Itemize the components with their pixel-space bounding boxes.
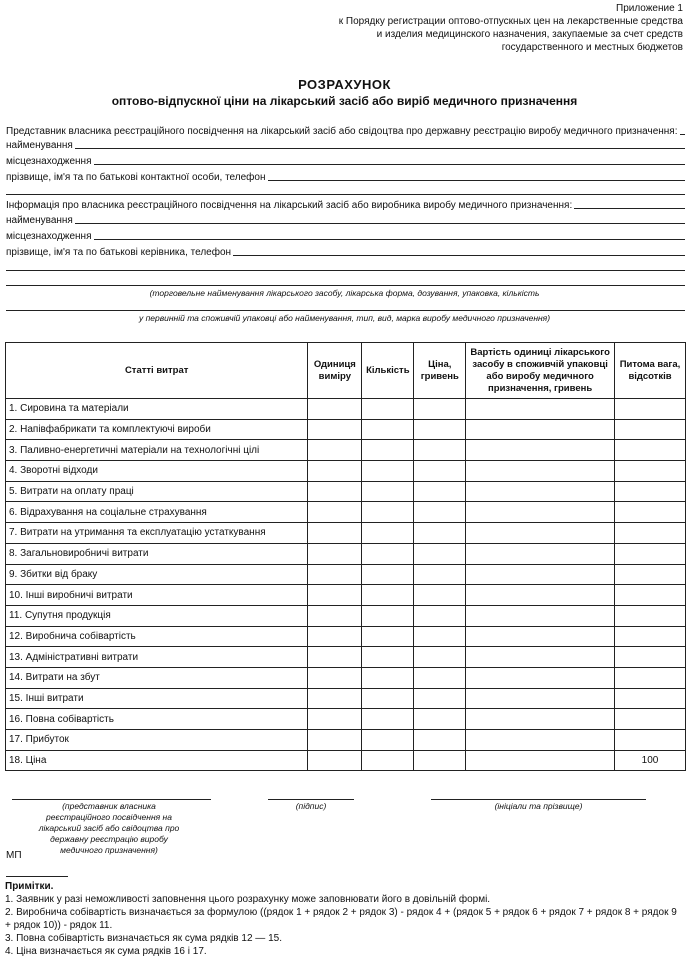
- unit-cell[interactable]: [308, 709, 362, 730]
- table-header-row: [6, 343, 686, 399]
- quantity-cell[interactable]: [362, 750, 414, 771]
- price-cell[interactable]: [414, 750, 466, 771]
- unit-cost-cell[interactable]: [466, 605, 615, 626]
- header-unit: Одиниця виміру: [308, 343, 362, 399]
- cost-item-label: 5. Витрати на оплату праці: [6, 481, 308, 502]
- unit-cell[interactable]: [308, 647, 362, 668]
- price-cell[interactable]: [414, 399, 466, 420]
- price-cell[interactable]: [414, 564, 466, 585]
- section2-name-row[interactable]: [6, 213, 685, 226]
- share-cell[interactable]: [615, 626, 686, 647]
- share-cell[interactable]: [615, 440, 686, 461]
- unit-cell[interactable]: [308, 440, 362, 461]
- unit-cost-cell[interactable]: [466, 709, 615, 730]
- unit-cost-cell[interactable]: [466, 523, 615, 544]
- share-cell[interactable]: [615, 543, 686, 564]
- unit-cost-cell[interactable]: [466, 647, 615, 668]
- section2-location-label: місцезнаходження: [6, 231, 92, 242]
- cost-item-label: 4. Зворотні відходи: [6, 461, 308, 482]
- price-cell[interactable]: [414, 730, 466, 751]
- quantity-cell[interactable]: [362, 523, 414, 544]
- table-row: [6, 605, 686, 626]
- cost-item-label: 14. Витрати на збут: [6, 667, 308, 688]
- share-cell[interactable]: [615, 730, 686, 751]
- cost-table: [5, 342, 686, 771]
- share-cell[interactable]: [615, 647, 686, 668]
- table-row: [6, 502, 686, 523]
- quantity-cell[interactable]: [362, 399, 414, 420]
- cost-item-label: 13. Адміністративні витрати: [6, 647, 308, 668]
- unit-cost-cell[interactable]: [466, 730, 615, 751]
- appendix-line-2: к Порядку регистрации оптово-отпускных цен на лекарственные средства: [338, 16, 683, 27]
- unit-cell[interactable]: [308, 564, 362, 585]
- share-cell[interactable]: [615, 481, 686, 502]
- cost-item-label: 11. Супутня продукція: [6, 605, 308, 626]
- unit-cost-cell[interactable]: [466, 750, 615, 771]
- price-cell[interactable]: [414, 440, 466, 461]
- unit-cell[interactable]: [308, 399, 362, 420]
- price-cell[interactable]: [414, 461, 466, 482]
- initials-caption: (ініціали та прізвище): [494, 801, 583, 811]
- price-cell[interactable]: [414, 585, 466, 606]
- price-cell[interactable]: [414, 647, 466, 668]
- section2-name-field[interactable]: [75, 213, 685, 224]
- price-cell[interactable]: [414, 667, 466, 688]
- unit-cell[interactable]: [308, 523, 362, 544]
- table-row: [6, 647, 686, 668]
- quantity-cell[interactable]: [362, 688, 414, 709]
- notes-title: Примітки.: [5, 881, 54, 892]
- quantity-cell[interactable]: [362, 647, 414, 668]
- cost-item-label: 1. Сировина та матеріали: [6, 399, 308, 420]
- note-item: 1. Заявник у разі неможливості заповнення цього розрахунку може заповнювати його в довільній формі.: [5, 894, 491, 905]
- appendix-line-3: и изделия медицинского назначения, закупаемые за счет средств: [376, 29, 683, 40]
- section2-extra-line[interactable]: [6, 270, 685, 271]
- table-row: [6, 730, 686, 751]
- quantity-cell[interactable]: [362, 564, 414, 585]
- price-cell[interactable]: [414, 543, 466, 564]
- cost-item-label: 9. Збитки від браку: [6, 564, 308, 585]
- notes-separator: [6, 876, 68, 877]
- table-row: [6, 399, 686, 420]
- appendix-note: [339, 2, 683, 54]
- product-package-caption: у первинній та споживчій упаковці або найменування, тип, вид, марка виробу медичного призначення): [138, 313, 551, 323]
- signature-line[interactable]: [268, 799, 354, 800]
- share-cell[interactable]: [615, 605, 686, 626]
- table-row: [6, 481, 686, 502]
- cost-item-label: 3. Паливно-енергетичні матеріали на технологічні цілі: [6, 440, 308, 461]
- section1-name-field[interactable]: [75, 138, 685, 149]
- quantity-cell[interactable]: [362, 626, 414, 647]
- product-name-caption: (торговельне найменування лікарського засобу, лікарська форма, дозування, упаковка, кількість: [149, 288, 540, 298]
- unit-cell[interactable]: [308, 750, 362, 771]
- cost-item-label: 15. Інші витрати: [6, 688, 308, 709]
- product-package-line[interactable]: [6, 310, 685, 311]
- quantity-cell[interactable]: [362, 481, 414, 502]
- unit-cost-cell[interactable]: [466, 461, 615, 482]
- section2-location-field[interactable]: [94, 229, 686, 240]
- table-row: [6, 688, 686, 709]
- price-cell[interactable]: [414, 605, 466, 626]
- price-cell[interactable]: [414, 626, 466, 647]
- price-cell[interactable]: [414, 419, 466, 440]
- table-row: [6, 585, 686, 606]
- section2-heading-row[interactable]: [6, 198, 685, 211]
- header-cost-items: Статті витрат: [6, 343, 308, 399]
- share-cell[interactable]: [615, 667, 686, 688]
- share-cell[interactable]: [615, 523, 686, 544]
- table-row: [6, 543, 686, 564]
- section1-contact-field[interactable]: [268, 170, 686, 181]
- unit-cell[interactable]: [308, 543, 362, 564]
- unit-cell[interactable]: [308, 481, 362, 502]
- unit-cell[interactable]: [308, 461, 362, 482]
- unit-cost-cell[interactable]: [466, 543, 615, 564]
- product-name-line[interactable]: [6, 285, 685, 286]
- table-row: [6, 461, 686, 482]
- quantity-cell[interactable]: [362, 585, 414, 606]
- document-title: РОЗРАХУНОК: [298, 77, 391, 92]
- share-cell[interactable]: [615, 461, 686, 482]
- unit-cost-cell[interactable]: [466, 399, 615, 420]
- price-cell[interactable]: [414, 502, 466, 523]
- unit-cost-cell[interactable]: [466, 688, 615, 709]
- unit-cell[interactable]: [308, 667, 362, 688]
- price-cell[interactable]: [414, 709, 466, 730]
- share-cell[interactable]: [615, 709, 686, 730]
- note-item: 4. Ціна визначається як сума рядків 16 і 17.: [5, 946, 207, 957]
- table-row: [6, 564, 686, 585]
- table-row: [6, 419, 686, 440]
- unit-cell[interactable]: [308, 626, 362, 647]
- cost-table-body: [6, 399, 686, 771]
- quantity-cell[interactable]: [362, 730, 414, 751]
- share-cell[interactable]: [615, 419, 686, 440]
- cost-item-label: 6. Відрахування на соціальне страхування: [6, 502, 308, 523]
- section1-heading-row[interactable]: [6, 124, 685, 137]
- unit-cell[interactable]: [308, 730, 362, 751]
- unit-cell[interactable]: [308, 605, 362, 626]
- section1-location-field[interactable]: [94, 154, 686, 165]
- initials-line[interactable]: [431, 799, 646, 800]
- header-share: Питома вага, відсотків: [615, 343, 686, 399]
- unit-cost-cell[interactable]: [466, 585, 615, 606]
- cost-item-label: 8. Загальновиробничі витрати: [6, 543, 308, 564]
- section2-heading-field[interactable]: [574, 198, 685, 209]
- section1-heading: Представник власника реєстраційного посвідчення на лікарський засіб або свідоцтва про державну реєстрацію виробу медичного призначення:: [6, 126, 678, 137]
- unit-cost-cell[interactable]: [466, 667, 615, 688]
- notes-section: [5, 880, 685, 958]
- note-item: 2. Виробнича собівартість визначається за формулою ((рядок 1 + рядок 2 + рядок 3) - рядок 4 + (рядок 5 + рядок 6 + рядок 7 + рядок 8 + рядок 9 + рядок 10)) - рядок 11.: [5, 907, 677, 931]
- signature-caption: (підпис): [295, 801, 327, 811]
- representative-caption: (представник власника реєстраційного посвідчення на лікарський засіб або свідоцтва про державну реєстрацію виробу медичного призначення): [38, 801, 180, 855]
- price-cell[interactable]: [414, 523, 466, 544]
- share-cell[interactable]: [615, 688, 686, 709]
- quantity-cell[interactable]: [362, 502, 414, 523]
- section2-heading: Інформація про власника реєстраційного посвідчення на лікарський засіб або виробника виробу медичного призначення:: [6, 200, 573, 211]
- section1-location-label: місцезнаходження: [6, 156, 92, 167]
- header-unit-cost: Вартість одиниці лікарського засобу в споживчій упаковці або виробу медичного призначення, гривень: [466, 343, 615, 399]
- section1-name-row[interactable]: [6, 138, 685, 151]
- unit-cell[interactable]: [308, 688, 362, 709]
- quantity-cell[interactable]: [362, 667, 414, 688]
- share-cell[interactable]: [615, 502, 686, 523]
- section1-contact-label: прізвище, ім'я та по батькові контактної особи, телефон: [6, 172, 266, 183]
- quantity-cell[interactable]: [362, 709, 414, 730]
- stamp-label: МП: [6, 850, 22, 861]
- share-cell[interactable]: [615, 399, 686, 420]
- unit-cost-cell[interactable]: [466, 502, 615, 523]
- price-cell[interactable]: [414, 481, 466, 502]
- section2-contact-row[interactable]: [6, 245, 685, 258]
- section2-contact-field[interactable]: [233, 245, 685, 256]
- cost-item-label: 2. Напівфабрикати та комплектуючі вироби: [6, 419, 308, 440]
- unit-cost-cell[interactable]: [466, 481, 615, 502]
- quantity-cell[interactable]: [362, 605, 414, 626]
- section2-location-row[interactable]: [6, 229, 685, 242]
- quantity-cell[interactable]: [362, 461, 414, 482]
- table-row: [6, 440, 686, 461]
- section1-heading-field[interactable]: [680, 124, 686, 135]
- section1-extra-line[interactable]: [6, 194, 685, 195]
- quantity-cell[interactable]: [362, 543, 414, 564]
- cost-item-label: 17. Прибуток: [6, 730, 308, 751]
- section2-name-label: найменування: [6, 215, 73, 226]
- appendix-line-1: Приложение 1: [616, 3, 683, 14]
- quantity-cell[interactable]: [362, 419, 414, 440]
- share-cell[interactable]: [615, 585, 686, 606]
- unit-cell[interactable]: [308, 585, 362, 606]
- unit-cost-cell[interactable]: [466, 564, 615, 585]
- unit-cost-cell[interactable]: [466, 626, 615, 647]
- share-cell[interactable]: [615, 564, 686, 585]
- table-row: [6, 750, 686, 771]
- cost-item-label: 16. Повна собівартість: [6, 709, 308, 730]
- header-price: Ціна, гривень: [414, 343, 466, 399]
- table-row: [6, 709, 686, 730]
- appendix-line-4: государственного и местных бюджетов: [501, 42, 683, 53]
- table-row: [6, 626, 686, 647]
- table-row: [6, 667, 686, 688]
- unit-cost-cell[interactable]: [466, 419, 615, 440]
- unit-cost-cell[interactable]: [466, 440, 615, 461]
- document-subtitle: оптово-відпускної ціни на лікарський засіб або виріб медичного призначення: [111, 94, 578, 108]
- cost-item-label: 7. Витрати на утримання та експлуатацію устаткування: [6, 523, 308, 544]
- header-quantity: Кількість: [362, 343, 414, 399]
- cost-item-label: 12. Виробнича собівартість: [6, 626, 308, 647]
- price-cell[interactable]: [414, 688, 466, 709]
- section1-name-label: найменування: [6, 140, 73, 151]
- cost-item-label: 10. Інші виробничі витрати: [6, 585, 308, 606]
- representative-sign-line[interactable]: [12, 799, 211, 800]
- quantity-cell[interactable]: [362, 440, 414, 461]
- section1-contact-row[interactable]: [6, 170, 685, 183]
- unit-cell[interactable]: [308, 502, 362, 523]
- table-row: [6, 523, 686, 544]
- section2-contact-label: прізвище, ім'я та по батькові керівника, телефон: [6, 247, 232, 258]
- share-cell[interactable]: 100: [615, 750, 686, 771]
- note-item: 3. Повна собівартість визначається як сума рядків 12 — 15.: [5, 933, 282, 944]
- unit-cell[interactable]: [308, 419, 362, 440]
- cost-item-label: 18. Ціна: [6, 750, 308, 771]
- section1-location-row[interactable]: [6, 154, 685, 167]
